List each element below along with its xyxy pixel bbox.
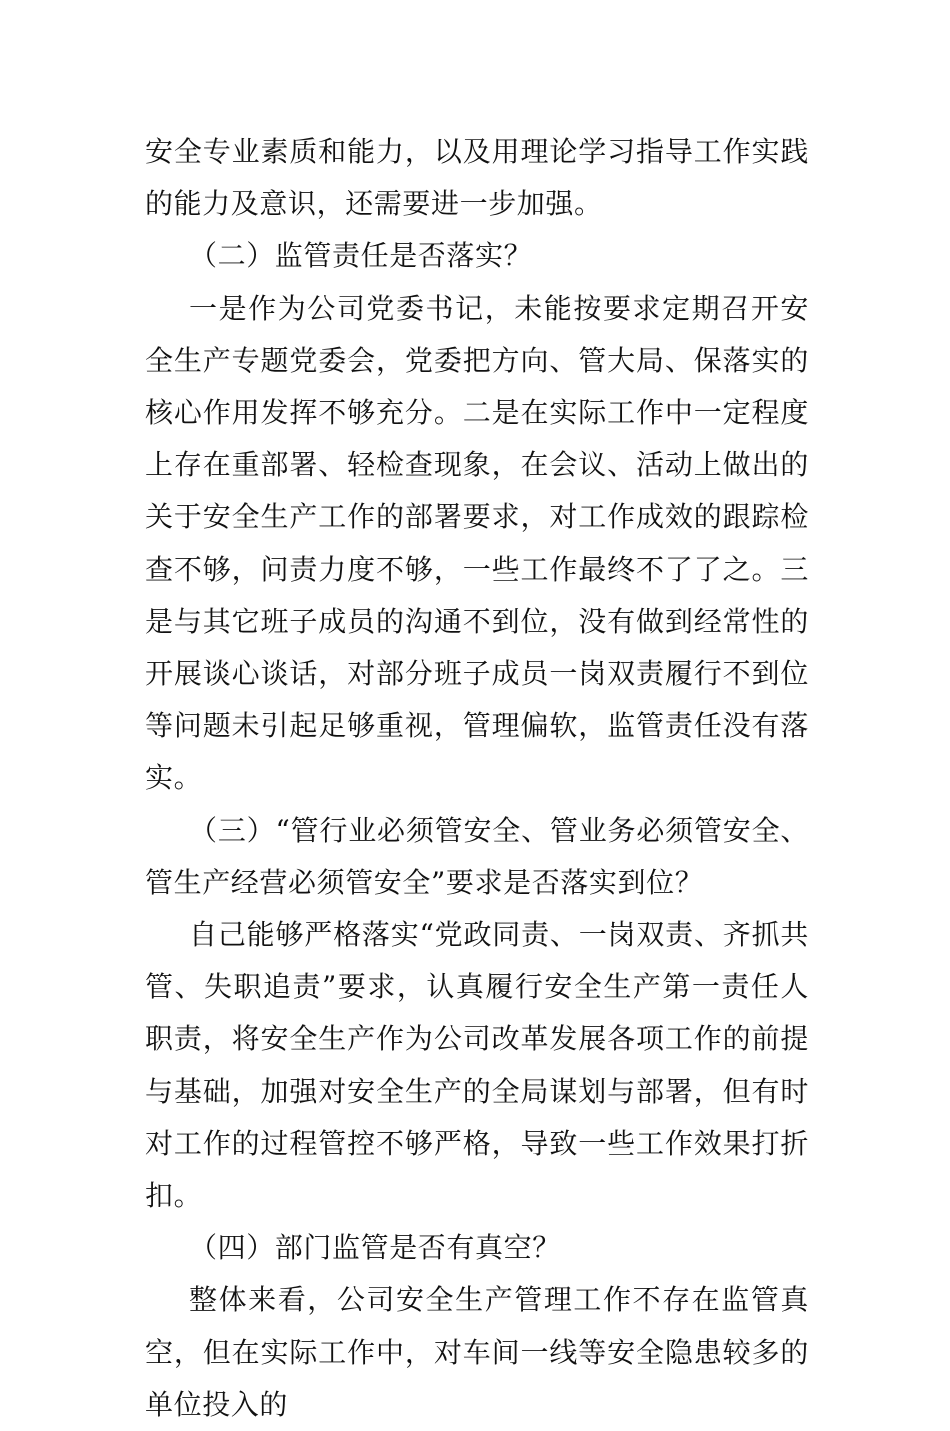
section-heading-4: （四）部门监管是否有真空？ bbox=[189, 1231, 561, 1265]
paragraph-supervision-responsibility: 一是作为公司党委书记，未能按要求定期召开安全生产专题党委会，党委把方向、管大局、保落实的核心作用发挥不够充分。二是在实际工作中一定程度上存在重部署、轻检查现象，在会议、活动上做出的关于安全生产工作的部署要求，对工作成效的跟踪检查不够，问责力度不够，一些工作最终不了了之。三是与其它班子成员的沟通不到位，没有做到经常性的开展谈心谈话，对部分班子成员一岗双责履行不到位等问题未引起足够重视，管理偏软，监管责任没有落实。 bbox=[145, 291, 809, 795]
paragraph-requirements-implementation: 自己能够严格落实“党政同责、一岗双责、齐抓共管、失职追责”要求，认真履行安全生产第一责任人职责，将安全生产作为公司改革发展各项工作的前提与基础，加强对安全生产的全局谋划与部署，但有时对工作的过程管控不够严格，导致一些工作效果打折扣。 bbox=[145, 918, 809, 1213]
section-heading-3: （三）“管行业必须管安全、管业务必须管安全、管生产经营必须管安全”要求是否落实到位？ bbox=[145, 813, 809, 899]
document-body bbox=[145, 126, 809, 1431]
section-heading-2: （二）监管责任是否落实？ bbox=[189, 239, 533, 273]
paragraph-department-supervision: 整体来看，公司安全生产管理工作不存在监管真空，但在实际工作中，对车间一线等安全隐患较多的单位投入的 bbox=[145, 1283, 809, 1421]
paragraph-continuation: 安全专业素质和能力，以及用理论学习指导工作实践的能力及意识，还需要进一步加强。 bbox=[145, 135, 809, 221]
